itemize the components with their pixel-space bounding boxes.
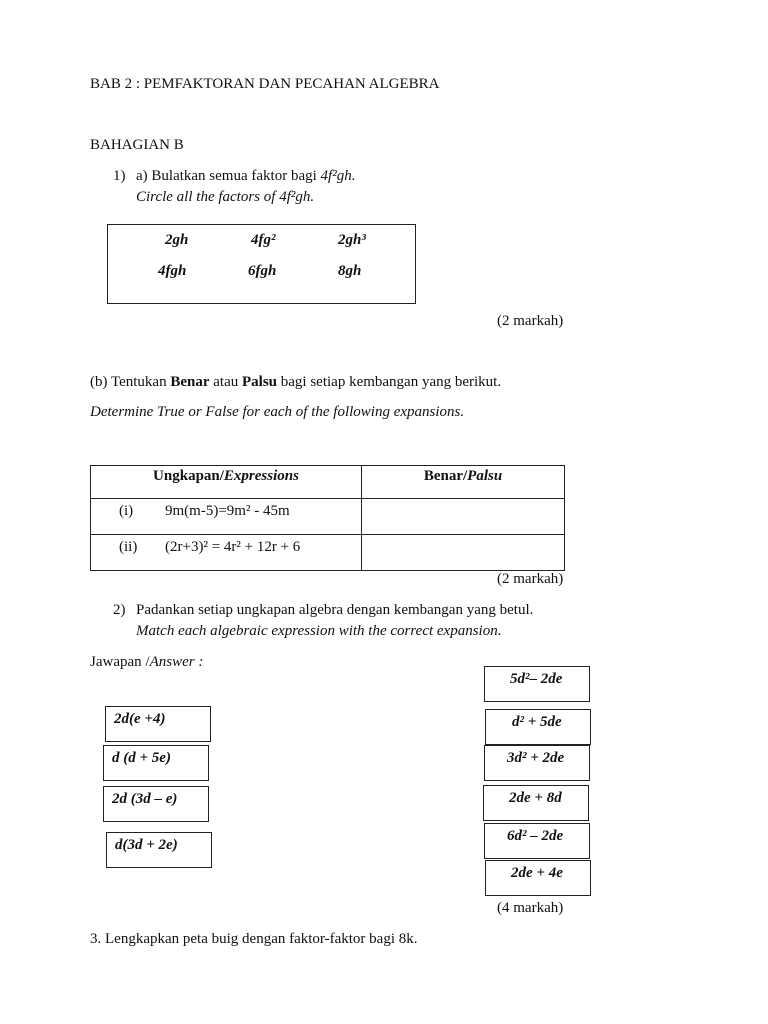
match-right-box[interactable] (485, 709, 591, 745)
match-right-box[interactable] (484, 666, 590, 702)
table-header-row (91, 466, 565, 499)
match-right-label: d² + 5de (512, 714, 562, 730)
q2-number: 2) (113, 602, 126, 618)
match-left-label: 2d (3d – e) (112, 791, 178, 807)
factor-option[interactable]: 2gh (165, 232, 189, 248)
factor-option[interactable]: 4fgh (158, 263, 187, 279)
q1a-en-expression: 4f²gh. (279, 189, 315, 205)
match-left-box[interactable] (106, 832, 212, 868)
q2-text: Padankan setiap ungkapan algebra dengan kembangan yang betul. (136, 602, 534, 618)
answer-cell[interactable] (362, 499, 565, 535)
q1a-text-en (136, 188, 314, 206)
q1a-text (136, 167, 355, 185)
match-right-label: 2de + 4e (511, 865, 563, 881)
q1b-atau: atau (209, 374, 242, 390)
match-left-box[interactable] (103, 745, 209, 781)
expansion-table (90, 465, 565, 571)
header-expr-en: Expressions (223, 468, 299, 484)
q1a-en-prefix: Circle all the factors of (136, 189, 280, 205)
factor-option[interactable]: 6fgh (248, 263, 277, 279)
q1b-suffix: bagi setiap kembangan yang berikut. (277, 374, 502, 390)
q1b-text (90, 373, 501, 391)
section-title: BAHAGIAN B (90, 137, 184, 153)
match-right-box[interactable] (485, 860, 591, 896)
match-left-box[interactable] (103, 786, 209, 822)
match-left-label: 2d(e +4) (114, 711, 166, 727)
q1-number: 1) (113, 168, 126, 184)
match-right-box[interactable] (483, 785, 589, 821)
match-left-label: d (d + 5e) (112, 750, 171, 766)
header-true-false (362, 466, 565, 499)
answer-label-en: Answer : (149, 654, 204, 670)
q3-text: 3. Lengkapkan peta buig dengan faktor-faktor bagi 8k. (90, 931, 418, 947)
row-label: (i) (119, 503, 134, 519)
factor-option[interactable]: 4fg² (251, 232, 276, 248)
match-right-label: 3d² + 2de (507, 750, 565, 766)
match-right-label: 6d² – 2de (507, 828, 564, 844)
answer-label (90, 653, 203, 671)
chapter-title: BAB 2 : PEMFAKTORAN DAN PECAHAN ALGEBRA (90, 76, 440, 92)
q1b-palsu: Palsu (241, 374, 277, 390)
answer-label-ms: Jawapan / (90, 654, 150, 670)
table-row (91, 535, 565, 571)
match-right-label: 5d²– 2de (510, 671, 563, 687)
q1b-benar: Benar (170, 374, 210, 390)
marks-q2: (4 markah) (497, 900, 564, 916)
q1b-text-en: Determine True or False for each of the following expansions. (90, 404, 465, 420)
answer-cell[interactable] (362, 535, 565, 571)
match-left-box[interactable] (105, 706, 211, 742)
table-row (91, 499, 565, 535)
match-right-box[interactable] (484, 745, 590, 781)
q1b-prefix: (b) Tentukan (90, 374, 171, 390)
marks-q1a: (2 markah) (497, 313, 564, 329)
factor-option[interactable]: 2gh³ (338, 232, 366, 248)
q2-text-en: Match each algebraic expression with the correct expansion. (136, 623, 502, 639)
q1a-expression: 4f²gh. (320, 168, 356, 184)
row-expression: (2r+3)² = 4r² + 12r + 6 (165, 539, 301, 555)
factor-option[interactable]: 8gh (338, 263, 362, 279)
row-label: (ii) (119, 539, 138, 555)
q1a-prefix: a) Bulatkan semua faktor bagi (136, 168, 321, 184)
header-expressions (91, 466, 362, 499)
header-tf-en: Palsu (467, 468, 503, 484)
header-tf-ms: Benar/ (423, 468, 468, 484)
marks-q1b: (2 markah) (497, 571, 564, 587)
header-expr-ms: Ungkapan/ (153, 468, 224, 484)
expression-cell (91, 499, 362, 535)
match-left-label: d(3d + 2e) (115, 837, 178, 853)
match-right-label: 2de + 8d (509, 790, 562, 806)
match-right-box[interactable] (484, 823, 590, 859)
expression-cell (91, 535, 362, 571)
row-expression: 9m(m-5)=9m² - 45m (165, 503, 290, 519)
